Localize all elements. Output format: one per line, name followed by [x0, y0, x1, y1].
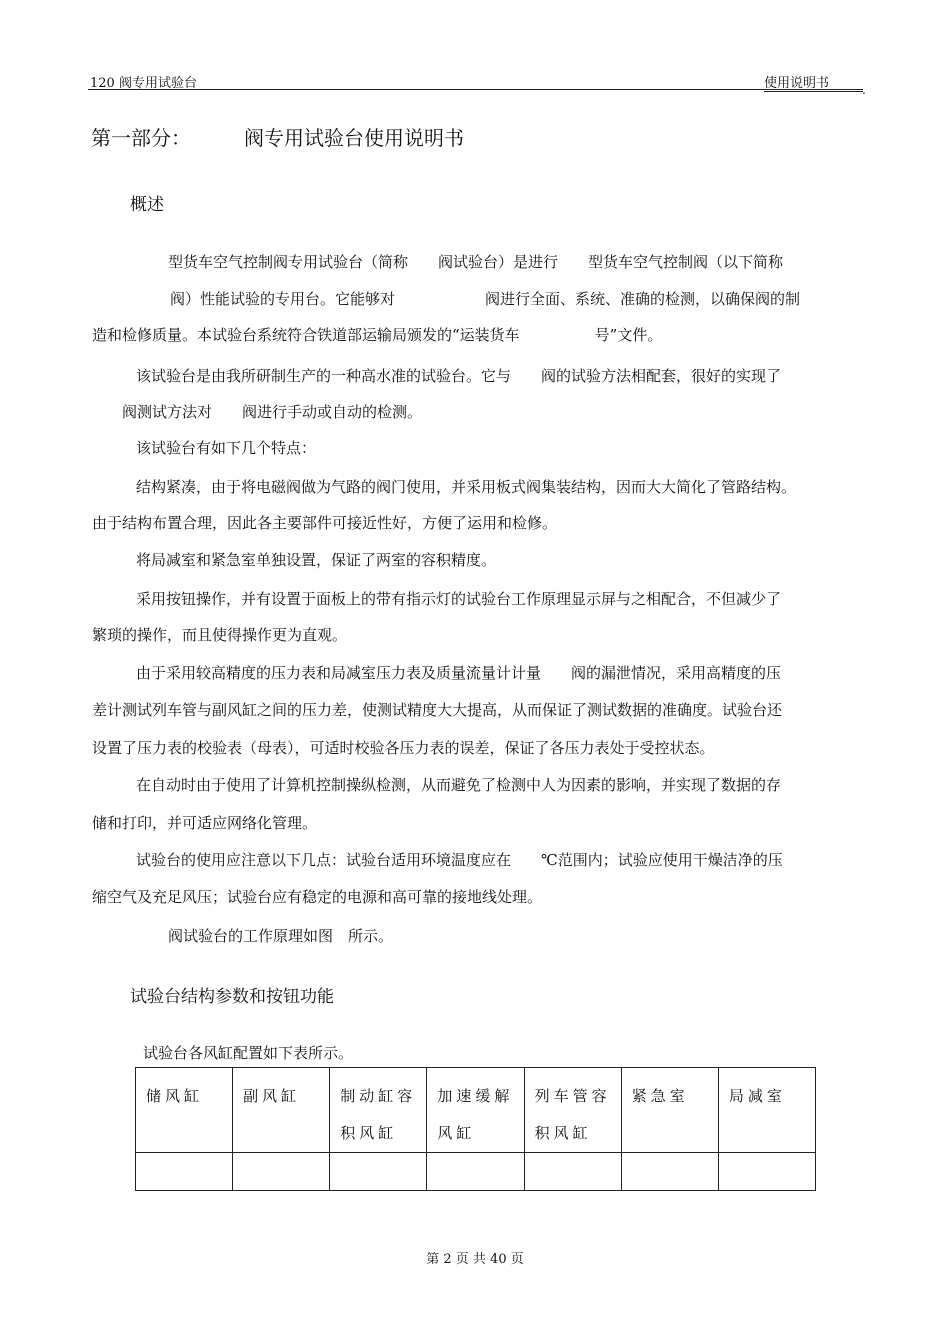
body-line: 阀试验台的工作原理如图 所示。 — [168, 927, 394, 945]
header-document-type: 使用说明书 — [764, 76, 830, 91]
section-heading-overview: 概述 — [130, 195, 164, 215]
body-line: 设置了压力表的校验表（母表），可适时校验各压力表的误差，保证了各压力表处于受控状态。 — [92, 739, 715, 757]
body-line: 由于结构布置合理，因此各主要部件可接近性好，方便了运用和检修。 — [92, 514, 558, 532]
body-line: 该试验台是由我所研制生产的一种高水准的试验台。它与 阀的试验方法相配套，很好的实现了 — [136, 367, 782, 385]
body-line: 阀）性能试验的专用台。它能够对 阀进行全面、系统、准确的检测，以确保阀的制 — [170, 290, 801, 308]
body-line: 试验台的使用应注意以下几点：试验台适用环境温度应在 ℃范围内；试验应使用干燥洁净的压 — [136, 851, 783, 869]
table-header-cell: 加速缓解 风缸 — [427, 1068, 524, 1153]
body-line: 采用按钮操作，并有设置于面板上的带有指示灯的试验台工作原理显示屏与之相配合，不但减少了 — [136, 590, 782, 608]
body-line: 将局减室和紧急室单独设置，保证了两室的容积精度。 — [136, 551, 497, 569]
table-cell — [233, 1153, 330, 1191]
page-footer: 第 2 页 共 40 页 — [426, 1252, 524, 1267]
part-label: 第一部分： — [91, 126, 191, 150]
table-header-row — [136, 1068, 816, 1153]
table-header-cell: 局减室 — [718, 1068, 815, 1153]
body-line: 繁琐的操作，而且使得操作更为直观。 — [92, 626, 348, 644]
table-header-cell: 制动缸容 积风缸 — [330, 1068, 427, 1153]
table-cell — [524, 1153, 621, 1191]
table-cell — [427, 1153, 524, 1191]
body-line: 储和打印，并可适应网络化管理。 — [92, 814, 318, 832]
table-caption: 试验台各风缸配置如下表所示。 — [143, 1044, 354, 1062]
header-mark: . — [862, 83, 866, 97]
table-header-cell: 储风缸 — [136, 1068, 233, 1153]
section-heading-structure: 试验台结构参数和按钮功能 — [130, 987, 334, 1007]
table-cell — [330, 1153, 427, 1191]
table-header-cell: 副风缸 — [233, 1068, 330, 1153]
body-line: 缩空气及充足风压；试验台应有稳定的电源和高可靠的接地线处理。 — [92, 888, 543, 906]
header-rule-accent — [764, 91, 863, 92]
header-document-title: 120 阀专用试验台 — [90, 76, 197, 91]
body-line: 该试验台有如下几个特点： — [136, 439, 317, 457]
part-title: 阀专用试验台使用说明书 — [244, 126, 464, 150]
body-line: 结构紧凑，由于将电磁阀做为气路的阀门使用，并采用板式阀集装结构，因而大大简化了管路结构。 — [136, 478, 797, 496]
body-line: 差计测试列车管与副风缸之间的压力差，使测试精度大大提高，从而保证了测试数据的准确度。试验台还 — [92, 701, 783, 719]
table-cell — [718, 1153, 815, 1191]
body-line: 造和检修质量。本试验台系统符合铁道部运输局颁发的“运装货车 号”文件。 — [92, 326, 663, 344]
table-header-cell: 紧急室 — [621, 1068, 718, 1153]
body-line: 型货车空气控制阀专用试验台（简称 阀试验台）是进行 型货车空气控制阀（以下简称 — [168, 253, 784, 271]
cylinder-config-table — [135, 1067, 816, 1191]
table-cell — [136, 1153, 233, 1191]
table-cell — [621, 1153, 718, 1191]
table-header-cell: 列车管容 积风缸 — [524, 1068, 621, 1153]
header-rule — [88, 89, 863, 90]
body-line: 在自动时由于使用了计算机控制操纵检测，从而避免了检测中人为因素的影响，并实现了数据的存 — [136, 776, 782, 794]
table-row — [136, 1153, 816, 1191]
body-line: 由于采用较高精度的压力表和局减室压力表及质量流量计计量 阀的漏泄情况，采用高精度的压 — [136, 664, 782, 682]
body-line: 阀测试方法对 阀进行手动或自动的检测。 — [122, 403, 423, 421]
